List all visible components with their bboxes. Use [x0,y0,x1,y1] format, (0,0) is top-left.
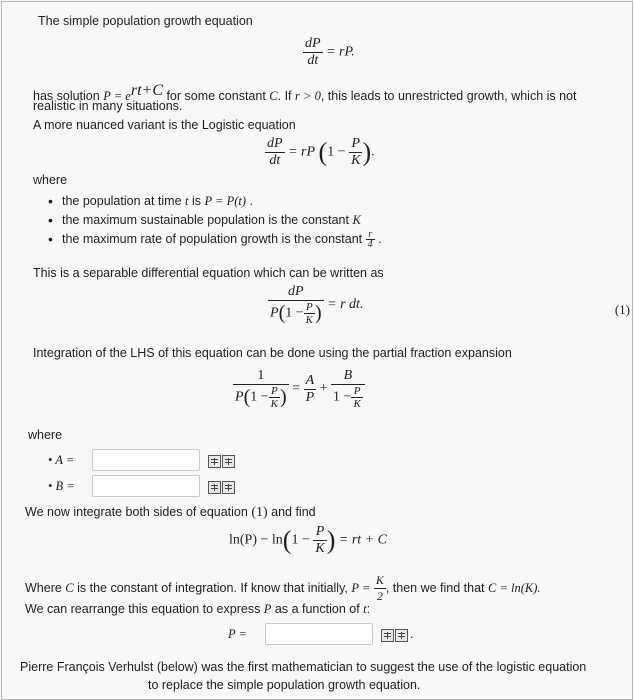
answer-b-label: • B = [48,479,75,493]
intro-line: The simple population growth equation [38,14,253,28]
logistic-equation: $\frac{dP}{dt}$ = rP (1 − $\frac{P}{K}$ ). [267,136,375,168]
integration-line: Integration of the LHS of this equation can be done using the partial fraction expansion [33,346,512,360]
where-label: where [28,428,63,442]
integrate-line: We now integrate both sides of equation (1) and find [25,505,316,520]
list-item: • the maximum rate of population growth is the constant $\frac{r}{4}$ . [48,230,382,249]
list-item: • the population at time t is P = P(t) . [48,192,382,211]
integrated-equation: ln(P) − ln(1 − $\frac{P}{K}$ ) = rt + C [229,524,387,556]
verhulst-line: Pierre François Verhulst (below) was the first mathematician to suggest the use of the logistic equation [20,660,587,674]
equation-number: (1) [614,302,630,317]
solution-line: has solution $P = e^{rt+C}$ for some constant C. If r > 0, this leads to unrestricted growth, which is not [33,82,577,104]
rearrange-line: We can rearrange this equation to express P as a function of t: [25,602,371,616]
answer-a-input[interactable] [92,449,200,471]
separable-line: This is a separable differential equation which can be written as [33,266,384,280]
answer-a-label: • A = [48,453,75,467]
answer-p-input[interactable] [265,623,373,645]
realistic-line: realistic in many situations. [33,99,183,113]
list-item: • the maximum sustainable population is the constant K [48,211,382,230]
answer-b-input[interactable] [92,475,200,497]
nuanced-line: A more nuanced variant is the Logistic equation [33,118,296,132]
equation-editor-icon[interactable] [208,481,221,494]
where-label: where [33,173,68,187]
preview-icon[interactable] [222,481,235,494]
simple-growth-equation: $\frac{dP}{dt}$ = rP. [305,36,355,68]
equation-editor-icon[interactable] [208,455,221,468]
equation-editor-icon[interactable] [381,629,394,642]
answer-p-label: P = [228,627,247,641]
constant-line: Where C is the constant of integration. If know that initially, P = $\frac{K}{2}$ , then we find that C = ln(K). [25,573,541,603]
definition-list [48,192,382,249]
preview-icon[interactable] [395,629,408,642]
partial-fraction-equation: 1 P(1 − $\frac{P}{K}$ ) = $\frac{A}{P}$ + B 1 − $\frac{P}{K}$ [233,368,365,410]
preview-icon[interactable] [222,455,235,468]
separated-equation: dP P(1 − $\frac{P}{K}$ ) = r dt. [270,284,364,326]
period: . [410,627,414,641]
verhulst-line-2: to replace the simple population growth equation. [148,678,421,692]
